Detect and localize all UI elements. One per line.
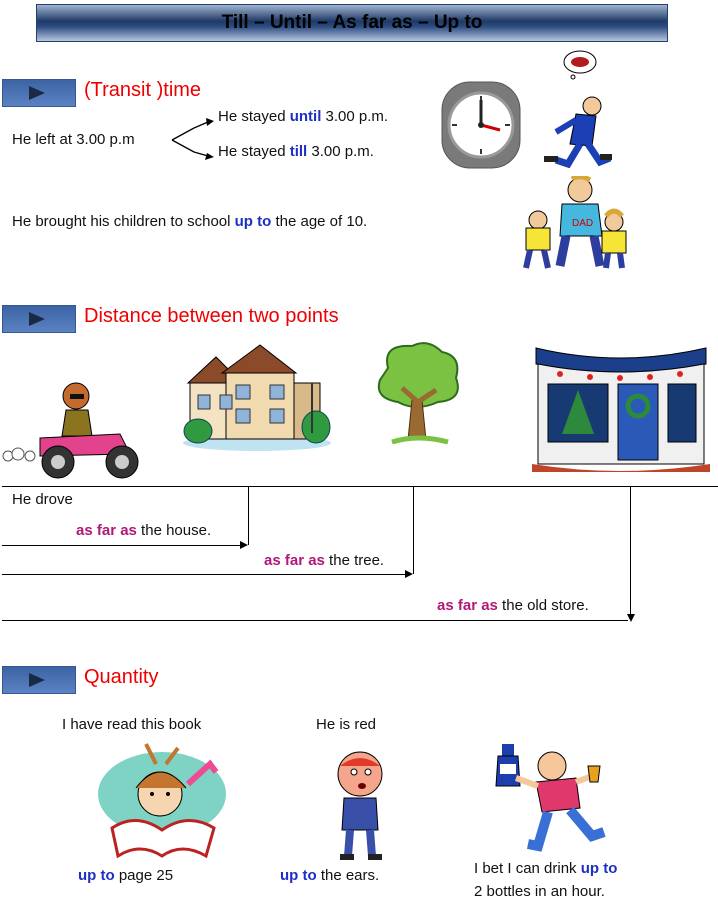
section-marker-quantity: [2, 666, 76, 694]
till-keyword: till: [289, 143, 308, 160]
motorcyclist-icon: [0, 380, 146, 484]
house-arrow-head: [240, 541, 248, 549]
up-to-keyword: up to: [280, 867, 317, 884]
page-title: Till – Until – As far as – Up to: [221, 12, 483, 33]
tree-sentence: as far as the tree.: [264, 552, 385, 569]
section-marker-distance: [2, 305, 76, 333]
reading-girl-icon: [96, 738, 228, 862]
page-title-banner: [36, 4, 668, 42]
red-man-icon: [326, 744, 396, 862]
tree-icon: [372, 340, 462, 450]
house-marker-line: [248, 486, 249, 545]
drove-text: He drove: [12, 491, 73, 508]
left-time-text: He left at 3.00 p.m: [12, 131, 135, 148]
tree-marker-line: [413, 486, 414, 574]
house-sentence: as far as the house.: [76, 522, 212, 539]
up-to-keyword: up to: [234, 213, 272, 230]
store-marker-line: [630, 486, 631, 620]
section-heading-quantity: Quantity: [84, 666, 159, 688]
drink-sentence-line1: I bet I can drink up to: [474, 860, 618, 877]
book-result: up to page 25: [78, 867, 174, 884]
as-far-as-keyword: as far as: [264, 552, 325, 569]
red-result: up to the ears.: [280, 867, 380, 884]
store-icon: [530, 344, 712, 474]
svg-text:DAD: DAD: [572, 218, 594, 229]
tree-arrow-head: [405, 570, 413, 578]
book-text: I have read this book: [62, 716, 202, 733]
as-far-as-keyword: as far as: [76, 522, 137, 539]
house-arrow-line: [2, 545, 240, 546]
section-heading-distance: Distance between two points: [84, 305, 339, 327]
branch-arrows: [168, 118, 218, 162]
section-heading-time: (Transit )time: [84, 79, 202, 101]
road-line: [2, 486, 718, 487]
until-sentence: He stayed until 3.00 p.m.: [218, 108, 389, 125]
red-text: He is red: [316, 716, 377, 733]
store-arrow-head: [627, 614, 635, 622]
tree-arrow-line: [2, 574, 405, 575]
house-icon: [182, 343, 332, 451]
children-sentence: He brought his children to school up to the age of 10.: [12, 213, 368, 230]
store-sentence: as far as the old store.: [437, 597, 589, 614]
running-man-icon: [540, 48, 612, 174]
drink-sentence-line2: 2 bottles in an hour.: [474, 883, 605, 900]
up-to-keyword: up to: [78, 867, 115, 884]
store-arrow-line: [2, 620, 628, 621]
as-far-as-keyword: as far as: [437, 597, 498, 614]
until-keyword: until: [289, 108, 322, 125]
drunk-man-icon: [492, 738, 622, 854]
section-marker-time: [2, 79, 76, 107]
family-icon: [510, 176, 638, 272]
up-to-keyword: up to: [580, 860, 618, 877]
till-sentence: He stayed till 3.00 p.m.: [218, 143, 374, 160]
clock-icon: [440, 80, 522, 172]
